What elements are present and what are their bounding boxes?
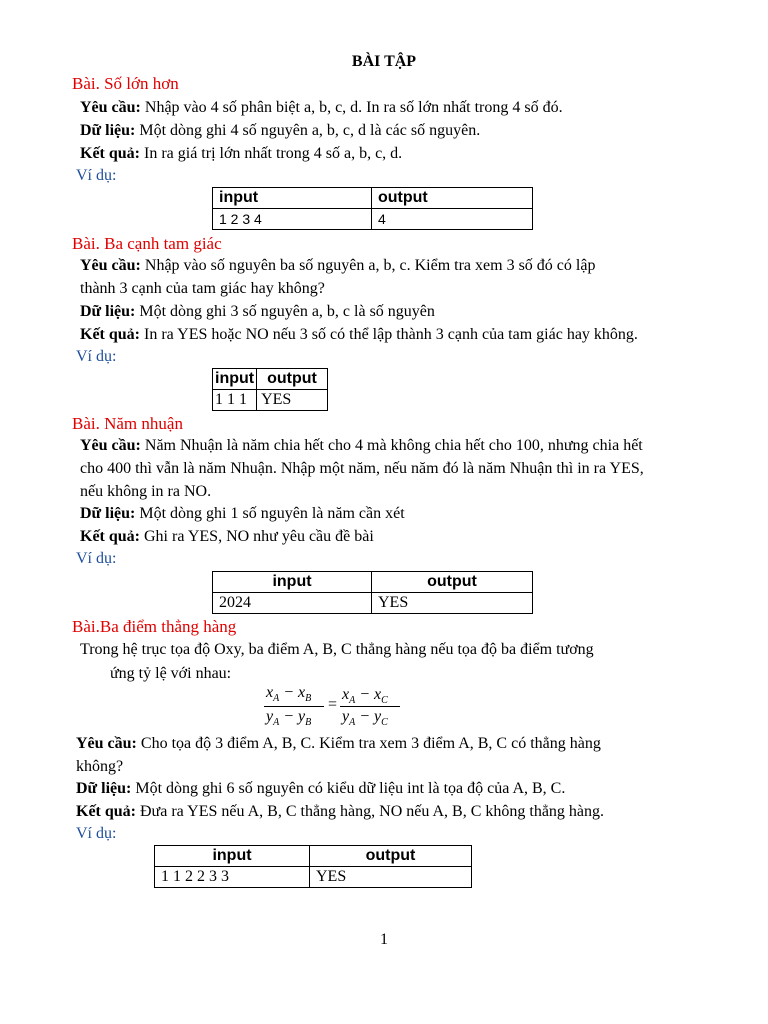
problem-4-heading: Bài.Ba điểm thẳng hàng xyxy=(72,617,237,636)
table-header-row xyxy=(213,369,328,390)
table-header-output: output xyxy=(257,369,328,390)
table-cell-input: 2024 xyxy=(213,593,372,614)
table-cell-output: 4 xyxy=(372,209,533,230)
problem-3-result xyxy=(80,527,374,547)
problem-1-example-table xyxy=(212,187,533,230)
table-cell-input: 1 1 2 2 3 3 xyxy=(155,867,310,888)
data-label: Dữ liệu: xyxy=(76,780,132,797)
problem-1-data xyxy=(80,121,480,141)
requirement-label: Yêu cầu: xyxy=(80,437,141,454)
problem-4-example-label: Ví dụ: xyxy=(76,825,117,842)
requirement-text: Cho tọa độ 3 điểm A, B, C. Kiểm tra xem 3 điểm A, B, C có thẳng hàng xyxy=(136,735,601,752)
requirement-text: Nhập vào số nguyên ba số nguyên a, b, c. Kiểm tra xem 3 số đó có lập xyxy=(140,257,596,274)
problem-4-example-table xyxy=(154,845,472,888)
problem-2-data xyxy=(80,302,435,322)
requirement-label: Yêu cầu: xyxy=(76,735,137,752)
table-row xyxy=(213,390,328,411)
problem-1-heading: Bài. Số lớn hơn xyxy=(72,74,179,93)
problem-4-intro-line-1: Trong hệ trục tọa độ Oxy, ba điểm A, B, C thẳng hàng nếu tọa độ ba điểm tương xyxy=(80,641,594,658)
result-text: In ra giá trị lớn nhất trong 4 số a, b, c, d. xyxy=(140,145,403,162)
table-header-output: output xyxy=(372,188,533,209)
result-label: Kết quả: xyxy=(80,528,140,545)
problem-4-requirement-line-1 xyxy=(76,734,601,754)
table-row xyxy=(213,209,533,230)
result-label: Kết quả: xyxy=(76,803,136,820)
table-header-input: input xyxy=(213,572,372,593)
result-text: In ra YES hoặc NO nếu 3 số có thể lập thành 3 cạnh của tam giác hay không. xyxy=(140,326,638,343)
table-cell-input: 1 2 3 4 xyxy=(213,209,372,230)
problem-3-example-table xyxy=(212,571,533,614)
problem-1-result xyxy=(80,144,402,164)
table-header-row xyxy=(155,846,472,867)
page-number: 1 xyxy=(380,931,388,948)
problem-3-requirement-line-3: nếu không in ra NO. xyxy=(80,483,212,500)
table-header-input: input xyxy=(213,369,257,390)
result-text: Đưa ra YES nếu A, B, C thẳng hàng, NO nếu A, B, C không thẳng hàng. xyxy=(136,803,605,820)
table-row xyxy=(213,593,533,614)
problem-2-heading: Bài. Ba cạnh tam giác xyxy=(72,234,222,253)
problem-4-intro-line-2: ứng tỷ lệ với nhau: xyxy=(110,665,232,682)
formula-rhs-numerator: $x_A - x_C$ xyxy=(342,686,388,707)
data-text: Một dòng ghi 1 số nguyên là năm cần xét xyxy=(135,505,405,522)
page-title: BÀI TẬP xyxy=(351,53,417,70)
problem-4-requirement-line-2: không? xyxy=(76,758,124,775)
table-header-output: output xyxy=(310,846,472,867)
formula-equals: = xyxy=(328,696,338,713)
requirement-label: Yêu cầu: xyxy=(80,257,141,274)
problem-2-result xyxy=(80,325,638,345)
table-cell-output: YES xyxy=(257,390,328,411)
table-header-row xyxy=(213,188,533,209)
problem-1-requirement xyxy=(80,98,563,118)
result-label: Kết quả: xyxy=(80,145,140,162)
problem-3-heading: Bài. Năm nhuận xyxy=(72,414,183,433)
table-cell-output: YES xyxy=(372,593,533,614)
data-text: Một dòng ghi 4 số nguyên a, b, c, d là các số nguyên. xyxy=(135,122,481,139)
problem-1-example-label: Ví dụ: xyxy=(76,167,117,184)
table-row xyxy=(155,867,472,888)
problem-2-requirement-line-2: thành 3 cạnh của tam giác hay không? xyxy=(80,280,325,297)
table-cell-input: 1 1 1 xyxy=(213,390,257,411)
data-label: Dữ liệu: xyxy=(80,122,136,139)
problem-4-data xyxy=(76,779,565,799)
table-header-input: input xyxy=(155,846,310,867)
table-header-input: input xyxy=(213,188,372,209)
problem-4-result xyxy=(76,802,604,822)
problem-2-requirement-line-1 xyxy=(80,256,595,276)
table-cell-output: YES xyxy=(310,867,472,888)
data-text: Một dòng ghi 6 số nguyên có kiểu dữ liệu int là tọa độ của A, B, C. xyxy=(131,780,566,797)
result-text: Ghi ra YES, NO như yêu cầu đề bài xyxy=(140,528,374,545)
table-header-row xyxy=(213,572,533,593)
requirement-text: Năm Nhuận là năm chia hết cho 4 mà không chia hết cho 100, nhưng chia hết xyxy=(140,437,643,454)
formula-lhs-fraction-bar xyxy=(264,706,324,707)
problem-3-data xyxy=(80,504,405,524)
problem-2-example-label: Ví dụ: xyxy=(76,348,117,365)
problem-2-example-table xyxy=(212,368,328,411)
data-label: Dữ liệu: xyxy=(80,303,136,320)
data-text: Một dòng ghi 3 số nguyên a, b, c là số nguyên xyxy=(135,303,435,320)
result-label: Kết quả: xyxy=(80,326,140,343)
requirement-text: Nhập vào 4 số phân biệt a, b, c, d. In ra số lớn nhất trong 4 số đó. xyxy=(140,99,563,116)
formula-rhs-fraction-bar xyxy=(340,706,400,707)
problem-3-requirement-line-2: cho 400 thì vẫn là năm Nhuận. Nhập một năm, nếu năm đó là năm Nhuận thì in ra YES, xyxy=(80,460,644,477)
formula-rhs-denominator: $y_A - y_C$ xyxy=(342,708,388,729)
formula-lhs-numerator: $x_A - x_B$ xyxy=(266,684,312,705)
data-label: Dữ liệu: xyxy=(80,505,136,522)
problem-3-requirement-line-1 xyxy=(80,436,643,456)
problem-3-example-label: Ví dụ: xyxy=(76,550,117,567)
formula-lhs-denominator: $y_A - y_B$ xyxy=(266,708,312,729)
requirement-label: Yêu cầu: xyxy=(80,99,141,116)
collinearity-formula xyxy=(262,684,402,730)
table-header-output: output xyxy=(372,572,533,593)
